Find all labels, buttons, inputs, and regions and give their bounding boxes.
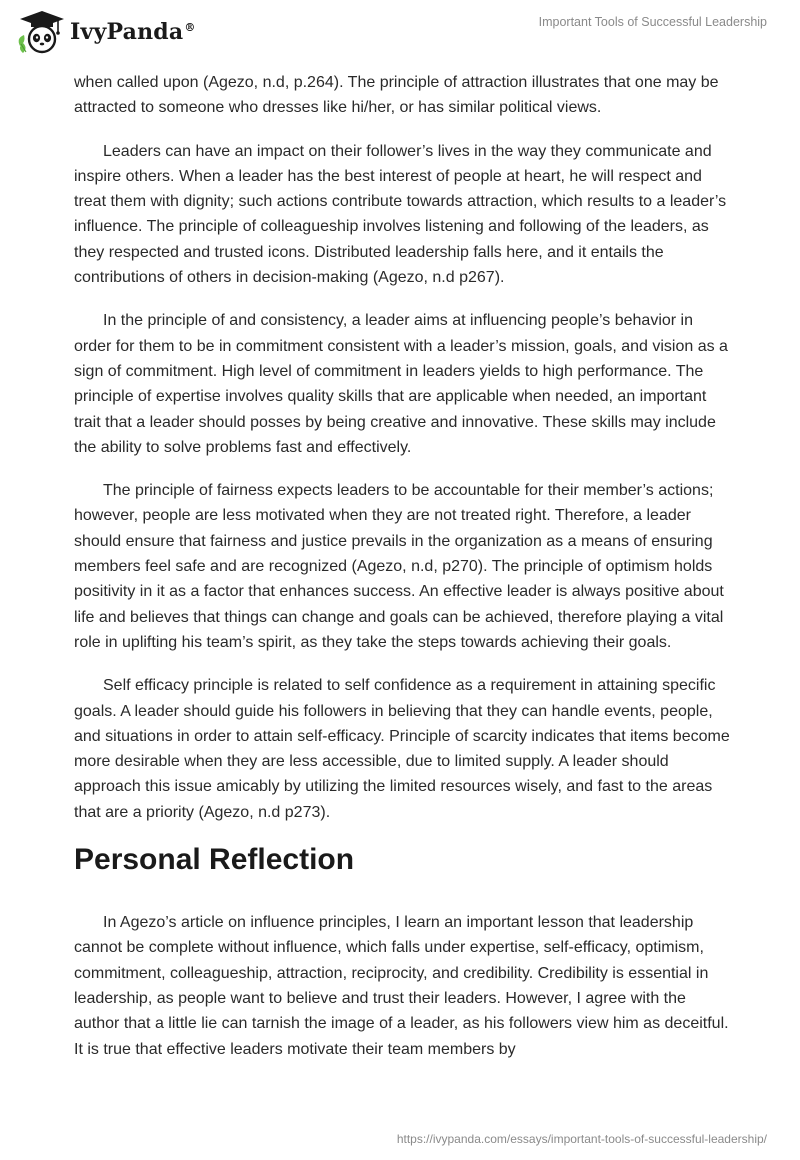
document-title: Important Tools of Successful Leadership [538,15,767,29]
paragraph: Leaders can have an impact on their follower’s lives in the way they communicate and inspire others. When a leader has the best interest of people at heart, he will respect and treat them with dignity; such actions contribute towards attraction, which results to a leader’s influence. The principle of colleagueship involves listening and following of the leaders, as they respected and trusted icons. Distributed leadership falls here, and it entails the contributions of others in decision-making (Agezo, n.d p267). [74,142,727,287]
brand-name [70,19,196,45]
source-url[interactable]: https://ivypanda.com/essays/important-tools-of-successful-leadership/ [396,1132,767,1146]
paragraph: In the principle of and consistency, a leader aims at influencing people’s behavior in order for them to be in commitment consistent with a leader’s mission, goals, and vision as a sign of commitment. High level of commitment in leaders yields to high performance. The principle of expertise involves quality skills that are applicable when needed, an important trait that a leader should posses by being creative and innovative. These skills may include the ability to solve problems fast and effectively. [74,312,728,456]
paragraph: The principle of fairness expects leaders to be accountable for their member’s actions; however, people are less motivated when they are not treated right. Therefore, a leader should ensure that fairness and justice prevails in the organization as a means of ensuring members feel safe and are recognized (Agezo, n.d, p270). The principle of optimism holds positivity in it as a factor that enhances success. An effective leader is always positive about life and believes that things can change and goals can be achieved, therefore playing a vital role in uplifting his team’s spirit, as they take the steps towards achieving their goals. [74,482,724,651]
registered-mark: ® [184,20,196,34]
section-heading: Personal Reflection [74,843,355,877]
paragraph: In Agezo’s article on influence principles, I learn an important lesson that leadership cannot be complete without influence, which falls under expertise, self-efficacy, optimism, commitment, colleagueship, attraction, reciprocity, and credibility. Credibility is essential in leadership, as people want to believe and trust their leaders. However, I agree with the author that a little lie can tarnish the image of a leader, as his followers view him as deceitful. It is true that effective leaders motivate their team members by [74,914,729,1058]
panda-graduate-icon [14,8,66,56]
paragraph: Self efficacy principle is related to self confidence as a requirement in attaining specific goals. A leader should guide his followers in believing that they can handle events, people, and situations in order to attain self-efficacy. Principle of scarcity indicates that items become more desirable when they are less accessible, due to limited supply. A leader should approach this issue amicably by utilizing the limited resources wisely, and fast to the areas that are a priority (Agezo, n.d p273). [74,677,730,821]
essay-body [74,70,734,1080]
page-header [0,0,800,66]
ivypanda-logo[interactable] [14,8,196,56]
brand-name-text: IvyPanda [70,19,184,45]
paragraph-continuation: when called upon (Agezo, n.d, p.264). The principle of attraction illustrates that one may be attracted to someone who dresses like hi/her, or has similar political views. [74,74,719,117]
